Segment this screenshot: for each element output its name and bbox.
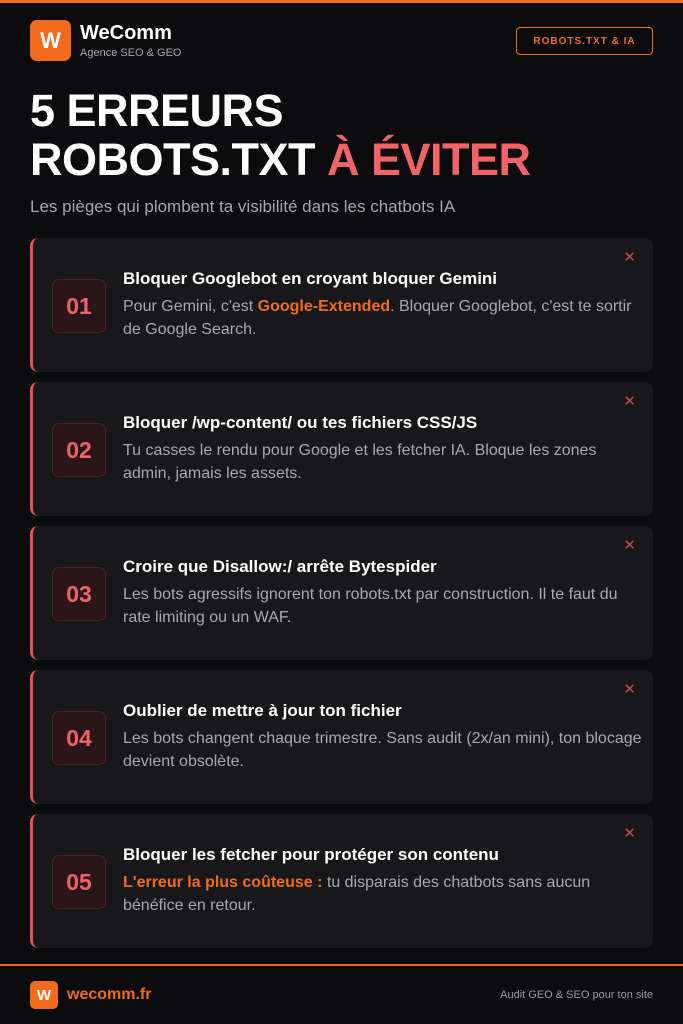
desc-suffix: Les bots changent chaque trimestre. Sans audit (2x/an mini), ton blocage devient obsolète. bbox=[123, 730, 642, 770]
title-line-1: 5 ERREURS bbox=[30, 85, 284, 136]
error-number: 03 bbox=[52, 567, 106, 621]
error-description bbox=[123, 727, 643, 773]
footer-url: wecomm.fr bbox=[67, 986, 152, 1003]
brand-logo: W bbox=[30, 20, 71, 61]
footer-logo: W bbox=[30, 981, 58, 1009]
desc-prefix: Pour Gemini, c'est bbox=[123, 298, 258, 315]
close-icon: ✕ bbox=[623, 393, 636, 410]
error-title: Oublier de mettre à jour ton fichier bbox=[123, 701, 402, 720]
error-description bbox=[123, 871, 643, 917]
close-icon: ✕ bbox=[623, 825, 636, 842]
title-line-2 bbox=[30, 135, 531, 184]
desc-suffix: . Bloquer Googlebot, c'est te sortir de Google Search. bbox=[123, 298, 632, 338]
error-title: Croire que Disallow:/ arrête Bytespider bbox=[123, 557, 437, 576]
page-title bbox=[30, 86, 531, 184]
desc-suffix: Tu casses le rendu pour Google et les fetcher IA. Bloque les zones admin, jamais les assets. bbox=[123, 442, 597, 482]
desc-suffix: Les bots agressifs ignorent ton robots.txt par construction. Il te faut du rate limiting ou un WAF. bbox=[123, 586, 618, 626]
error-description bbox=[123, 439, 643, 485]
close-icon: ✕ bbox=[623, 249, 636, 266]
error-number: 01 bbox=[52, 279, 106, 333]
top-accent-line bbox=[0, 0, 683, 3]
error-description bbox=[123, 583, 643, 629]
desc-suffix: tu disparais des chatbots sans aucun bénéfice en retour. bbox=[123, 874, 591, 914]
error-card bbox=[30, 238, 653, 372]
error-title: Bloquer /wp-content/ ou tes fichiers CSS/JS bbox=[123, 413, 478, 432]
error-number: 04 bbox=[52, 711, 106, 765]
header bbox=[30, 20, 653, 62]
close-icon: ✕ bbox=[623, 681, 636, 698]
close-icon: ✕ bbox=[623, 537, 636, 554]
brand-name: WeComm bbox=[80, 22, 172, 44]
title-accent: À ÉVITER bbox=[327, 134, 531, 185]
error-card bbox=[30, 814, 653, 948]
error-title: Bloquer Googlebot en croyant bloquer Gemini bbox=[123, 269, 498, 288]
error-card bbox=[30, 670, 653, 804]
error-number: 02 bbox=[52, 423, 106, 477]
error-description bbox=[123, 295, 643, 341]
error-list bbox=[30, 238, 653, 958]
desc-highlight: Google-Extended bbox=[257, 298, 391, 315]
error-number: 05 bbox=[52, 855, 106, 909]
footer-divider bbox=[0, 964, 683, 966]
footer-tagline: Audit GEO & SEO pour ton site bbox=[500, 989, 653, 1001]
brand-subtitle: Agence SEO & GEO bbox=[80, 47, 182, 59]
desc-highlight: L'erreur la plus coûteuse : bbox=[123, 874, 323, 891]
error-card bbox=[30, 382, 653, 516]
title-line-2-main: ROBOTS.TXT bbox=[30, 134, 327, 185]
error-title: Bloquer les fetcher pour protéger son contenu bbox=[123, 845, 499, 864]
page-subtitle: Les pièges qui plombent ta visibilité dans les chatbots IA bbox=[30, 197, 456, 216]
error-card bbox=[30, 526, 653, 660]
topic-tag: ROBOTS.TXT & IA bbox=[516, 27, 653, 55]
